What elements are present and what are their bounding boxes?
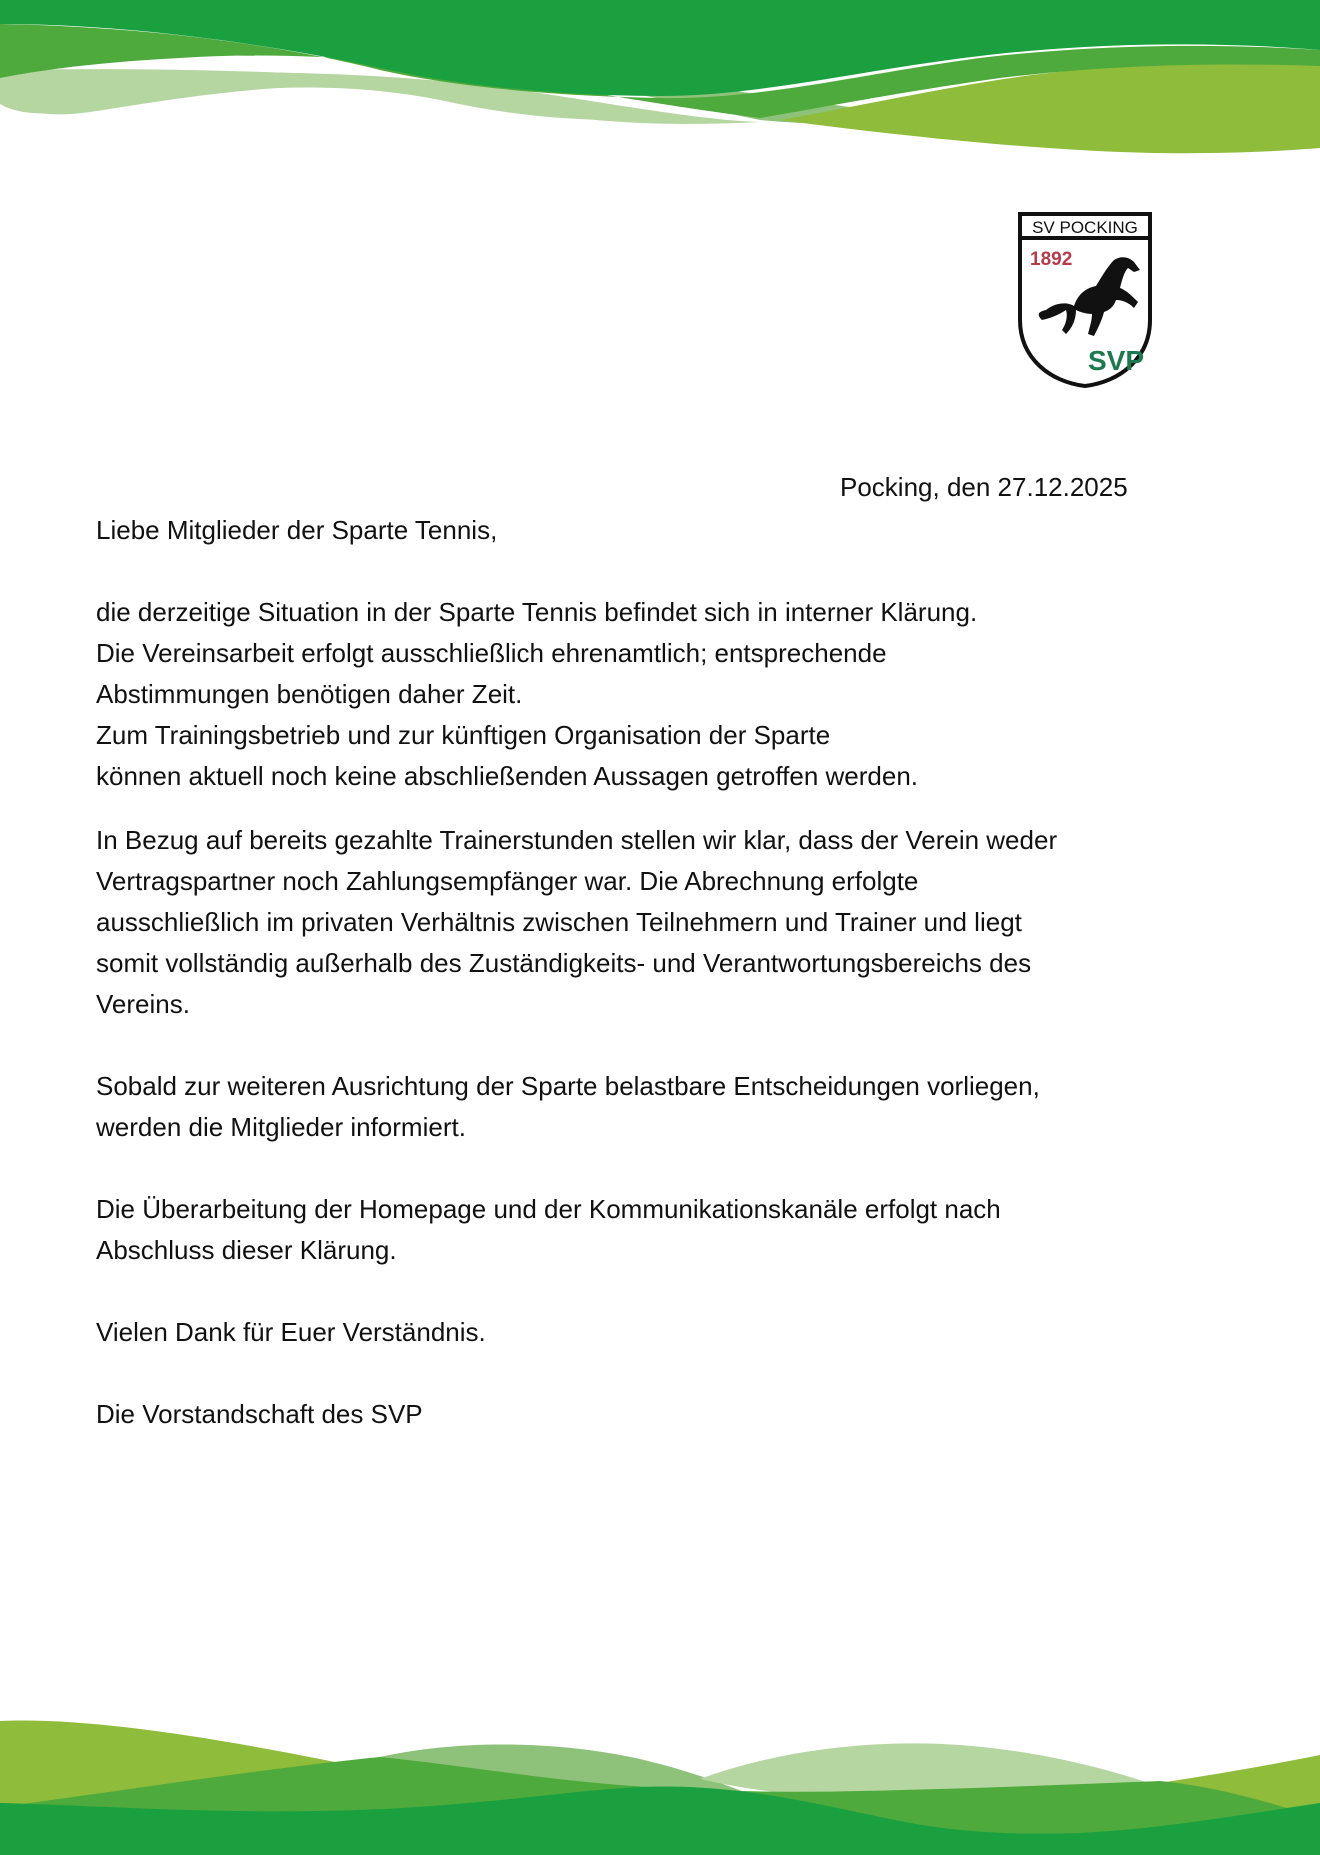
club-logo — [1016, 210, 1154, 390]
paragraph-line: somit vollständig außerhalb des Zuständigkeits- und Verantwortungsbereichs des — [96, 948, 1032, 978]
paragraph-line: Die Vereinsarbeit erfolgt ausschließlich ehrenamtlich; entsprechende — [96, 638, 887, 668]
closing: Vielen Dank für Euer Verständnis. — [96, 1317, 486, 1347]
paragraph-line: können aktuell noch keine abschließenden Aussagen getroffen werden. — [96, 761, 918, 791]
logo-top-text: SV POCKING — [1032, 218, 1138, 237]
logo-year: 1892 — [1030, 249, 1073, 270]
paragraph-line: Die Überarbeitung der Homepage und der Kommunikationskanäle erfolgt nach — [96, 1194, 1001, 1224]
paragraph-line: Zum Trainingsbetrieb und zur künftigen Organisation der Sparte — [96, 720, 831, 750]
paragraph-line: ausschließlich im privaten Verhältnis zwischen Teilnehmern und Trainer und liegt — [96, 907, 1022, 937]
paragraph-line: Abschluss dieser Klärung. — [96, 1235, 397, 1265]
paragraph-line: Vertragspartner noch Zahlungsempfänger war. Die Abrechnung erfolgte — [96, 866, 919, 896]
salutation: Liebe Mitglieder der Sparte Tennis, — [96, 515, 498, 545]
paragraph-homepage — [96, 1189, 1246, 1271]
paragraph-line: die derzeitige Situation in der Sparte Tennis befindet sich in interner Klärung. — [96, 597, 978, 627]
logo-initials: SVP — [1087, 345, 1145, 376]
paragraph-line: Abstimmungen benötigen daher Zeit. — [96, 679, 523, 709]
header-wave-decoration — [0, 0, 1320, 170]
paragraph-trainer-hours — [96, 820, 1246, 1025]
footer-wave-decoration — [0, 1695, 1320, 1855]
paragraph-line: Vereins. — [96, 989, 190, 1019]
paragraph-line: Sobald zur weiteren Ausrichtung der Sparte belastbare Entscheidungen vorliegen, — [96, 1071, 1040, 1101]
paragraph-line: werden die Mitglieder informiert. — [96, 1112, 466, 1142]
letter-body — [96, 510, 1246, 1435]
paragraph-line: In Bezug auf bereits gezahlte Trainerstunden stellen wir klar, dass der Verein weder — [96, 825, 1058, 855]
signature: Die Vorstandschaft des SVP — [96, 1399, 423, 1429]
paragraph-situation — [96, 592, 1246, 797]
place-date: Pocking, den 27.12.2025 — [840, 472, 1128, 502]
paragraph-decisions — [96, 1066, 1246, 1148]
